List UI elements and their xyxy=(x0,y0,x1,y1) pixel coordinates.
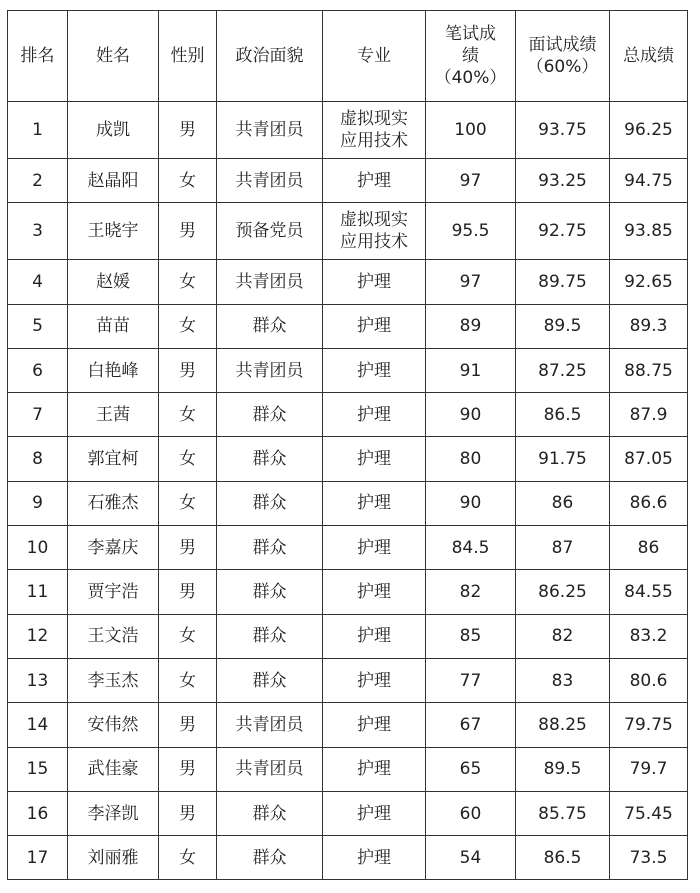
cell-written-score: 80 xyxy=(426,437,516,481)
cell-rank: 8 xyxy=(8,437,68,481)
cell-interview-score: 87.25 xyxy=(516,348,610,392)
table-body xyxy=(8,102,688,880)
table-row xyxy=(8,614,688,658)
cell-total-score: 83.2 xyxy=(610,614,688,658)
cell-gender: 男 xyxy=(159,703,217,747)
header-interview-line-1: 面试成绩 xyxy=(528,35,597,55)
cell-interview-score: 87 xyxy=(516,526,610,570)
cell-major: 护理 xyxy=(323,703,426,747)
table-row xyxy=(8,481,688,525)
cell-gender: 男 xyxy=(159,570,217,614)
table-row xyxy=(8,393,688,437)
cell-rank: 5 xyxy=(8,304,68,348)
cell-major: 护理 xyxy=(323,481,426,525)
cell-interview-score: 93.25 xyxy=(516,159,610,203)
cell-total-score: 73.5 xyxy=(610,836,688,880)
cell-interview-score: 92.75 xyxy=(516,203,610,260)
cell-name: 李泽凯 xyxy=(68,791,159,835)
cell-major xyxy=(323,102,426,159)
table-row xyxy=(8,159,688,203)
table-row xyxy=(8,570,688,614)
cell-political-status: 共青团员 xyxy=(217,260,323,304)
table-row xyxy=(8,658,688,702)
cell-written-score: 60 xyxy=(426,791,516,835)
cell-name: 王晓宇 xyxy=(68,203,159,260)
cell-major: 护理 xyxy=(323,526,426,570)
cell-political-status: 预备党员 xyxy=(217,203,323,260)
cell-rank: 10 xyxy=(8,526,68,570)
cell-interview-score: 93.75 xyxy=(516,102,610,159)
cell-political-status: 群众 xyxy=(217,526,323,570)
cell-major: 护理 xyxy=(323,836,426,880)
cell-interview-score: 89.5 xyxy=(516,304,610,348)
table-row xyxy=(8,203,688,260)
cell-political-status: 共青团员 xyxy=(217,747,323,791)
cell-total-score: 87.05 xyxy=(610,437,688,481)
major-line: 虚拟现实 xyxy=(340,210,408,231)
header-written-score xyxy=(426,11,516,102)
cell-political-status: 群众 xyxy=(217,481,323,525)
cell-political-status: 群众 xyxy=(217,614,323,658)
cell-major: 护理 xyxy=(323,791,426,835)
header-written-line-2: 绩 xyxy=(462,46,479,66)
header-political-status: 政治面貌 xyxy=(217,11,323,102)
cell-name: 王茜 xyxy=(68,393,159,437)
table-row xyxy=(8,703,688,747)
table-row xyxy=(8,348,688,392)
cell-written-score: 91 xyxy=(426,348,516,392)
cell-written-score: 84.5 xyxy=(426,526,516,570)
cell-major: 护理 xyxy=(323,570,426,614)
cell-major: 护理 xyxy=(323,658,426,702)
major-line: 应用技术 xyxy=(340,131,408,151)
cell-political-status: 群众 xyxy=(217,304,323,348)
cell-rank: 2 xyxy=(8,159,68,203)
cell-major xyxy=(323,203,426,260)
cell-total-score: 88.75 xyxy=(610,348,688,392)
cell-gender: 女 xyxy=(159,614,217,658)
cell-written-score: 85 xyxy=(426,614,516,658)
cell-political-status: 群众 xyxy=(217,658,323,702)
cell-gender: 男 xyxy=(159,203,217,260)
cell-name: 安伟然 xyxy=(68,703,159,747)
cell-rank: 9 xyxy=(8,481,68,525)
cell-name: 郭宜柯 xyxy=(68,437,159,481)
cell-total-score: 86 xyxy=(610,526,688,570)
cell-interview-score: 82 xyxy=(516,614,610,658)
cell-written-score: 100 xyxy=(426,102,516,159)
header-gender: 性别 xyxy=(159,11,217,102)
cell-major: 护理 xyxy=(323,437,426,481)
cell-name: 石雅杰 xyxy=(68,481,159,525)
cell-written-score: 82 xyxy=(426,570,516,614)
cell-rank: 17 xyxy=(8,836,68,880)
major-line: 应用技术 xyxy=(340,232,408,253)
cell-gender: 女 xyxy=(159,658,217,702)
cell-gender: 女 xyxy=(159,481,217,525)
cell-major: 护理 xyxy=(323,393,426,437)
cell-interview-score: 89.75 xyxy=(516,260,610,304)
cell-total-score: 84.55 xyxy=(610,570,688,614)
cell-written-score: 54 xyxy=(426,836,516,880)
cell-written-score: 97 xyxy=(426,159,516,203)
cell-written-score: 90 xyxy=(426,481,516,525)
cell-gender: 男 xyxy=(159,526,217,570)
cell-gender: 男 xyxy=(159,102,217,159)
header-row xyxy=(8,11,688,102)
cell-total-score: 75.45 xyxy=(610,791,688,835)
cell-gender: 男 xyxy=(159,747,217,791)
cell-rank: 12 xyxy=(8,614,68,658)
cell-interview-score: 86 xyxy=(516,481,610,525)
table-row xyxy=(8,526,688,570)
cell-major: 护理 xyxy=(323,260,426,304)
cell-interview-score: 83 xyxy=(516,658,610,702)
header-written-line-3: （40%） xyxy=(434,68,507,88)
cell-total-score: 93.85 xyxy=(610,203,688,260)
cell-total-score: 86.6 xyxy=(610,481,688,525)
cell-political-status: 群众 xyxy=(217,791,323,835)
cell-interview-score: 91.75 xyxy=(516,437,610,481)
cell-written-score: 67 xyxy=(426,703,516,747)
cell-gender: 女 xyxy=(159,304,217,348)
cell-total-score: 87.9 xyxy=(610,393,688,437)
cell-rank: 1 xyxy=(8,102,68,159)
header-major: 专业 xyxy=(323,11,426,102)
cell-major: 护理 xyxy=(323,304,426,348)
header-interview-score xyxy=(516,11,610,102)
cell-name: 王文浩 xyxy=(68,614,159,658)
cell-rank: 15 xyxy=(8,747,68,791)
cell-political-status: 共青团员 xyxy=(217,703,323,747)
cell-written-score: 65 xyxy=(426,747,516,791)
cell-gender: 女 xyxy=(159,159,217,203)
cell-rank: 4 xyxy=(8,260,68,304)
cell-gender: 男 xyxy=(159,791,217,835)
cell-name: 成凯 xyxy=(68,102,159,159)
table-row xyxy=(8,304,688,348)
cell-name: 苗苗 xyxy=(68,304,159,348)
header-interview-line-2: （60%） xyxy=(526,57,599,77)
cell-major: 护理 xyxy=(323,348,426,392)
cell-interview-score: 89.5 xyxy=(516,747,610,791)
cell-political-status: 群众 xyxy=(217,570,323,614)
cell-major: 护理 xyxy=(323,159,426,203)
cell-rank: 11 xyxy=(8,570,68,614)
cell-gender: 女 xyxy=(159,260,217,304)
cell-interview-score: 86.5 xyxy=(516,393,610,437)
cell-name: 贾宇浩 xyxy=(68,570,159,614)
cell-gender: 女 xyxy=(159,393,217,437)
cell-rank: 7 xyxy=(8,393,68,437)
cell-interview-score: 86.5 xyxy=(516,836,610,880)
cell-written-score: 97 xyxy=(426,260,516,304)
header-total-score: 总成绩 xyxy=(610,11,688,102)
cell-rank: 13 xyxy=(8,658,68,702)
cell-total-score: 80.6 xyxy=(610,658,688,702)
cell-interview-score: 85.75 xyxy=(516,791,610,835)
cell-name: 刘丽雅 xyxy=(68,836,159,880)
table-row xyxy=(8,437,688,481)
cell-total-score: 94.75 xyxy=(610,159,688,203)
cell-interview-score: 86.25 xyxy=(516,570,610,614)
cell-total-score: 92.65 xyxy=(610,260,688,304)
cell-political-status: 共青团员 xyxy=(217,102,323,159)
cell-interview-score: 88.25 xyxy=(516,703,610,747)
cell-name: 赵晶阳 xyxy=(68,159,159,203)
cell-name: 武佳豪 xyxy=(68,747,159,791)
cell-total-score: 79.7 xyxy=(610,747,688,791)
table-row xyxy=(8,791,688,835)
header-name: 姓名 xyxy=(68,11,159,102)
cell-political-status: 共青团员 xyxy=(217,348,323,392)
cell-major: 护理 xyxy=(323,747,426,791)
table-row xyxy=(8,747,688,791)
cell-rank: 16 xyxy=(8,791,68,835)
major-line: 虚拟现实 xyxy=(340,109,408,129)
table-row xyxy=(8,102,688,159)
table-row xyxy=(8,260,688,304)
cell-total-score: 96.25 xyxy=(610,102,688,159)
cell-written-score: 77 xyxy=(426,658,516,702)
cell-rank: 6 xyxy=(8,348,68,392)
cell-gender: 女 xyxy=(159,437,217,481)
cell-written-score: 90 xyxy=(426,393,516,437)
cell-political-status: 群众 xyxy=(217,393,323,437)
cell-rank: 3 xyxy=(8,203,68,260)
cell-name: 白艳峰 xyxy=(68,348,159,392)
cell-gender: 男 xyxy=(159,348,217,392)
cell-political-status: 群众 xyxy=(217,437,323,481)
score-table xyxy=(7,10,688,880)
header-written-line-1: 笔试成 xyxy=(445,24,496,44)
cell-political-status: 群众 xyxy=(217,836,323,880)
cell-total-score: 79.75 xyxy=(610,703,688,747)
table-row xyxy=(8,836,688,880)
cell-major: 护理 xyxy=(323,614,426,658)
cell-gender: 女 xyxy=(159,836,217,880)
cell-name: 李玉杰 xyxy=(68,658,159,702)
cell-political-status: 共青团员 xyxy=(217,159,323,203)
cell-name: 赵媛 xyxy=(68,260,159,304)
cell-name: 李嘉庆 xyxy=(68,526,159,570)
cell-total-score: 89.3 xyxy=(610,304,688,348)
cell-rank: 14 xyxy=(8,703,68,747)
cell-written-score: 95.5 xyxy=(426,203,516,260)
cell-written-score: 89 xyxy=(426,304,516,348)
header-rank: 排名 xyxy=(8,11,68,102)
